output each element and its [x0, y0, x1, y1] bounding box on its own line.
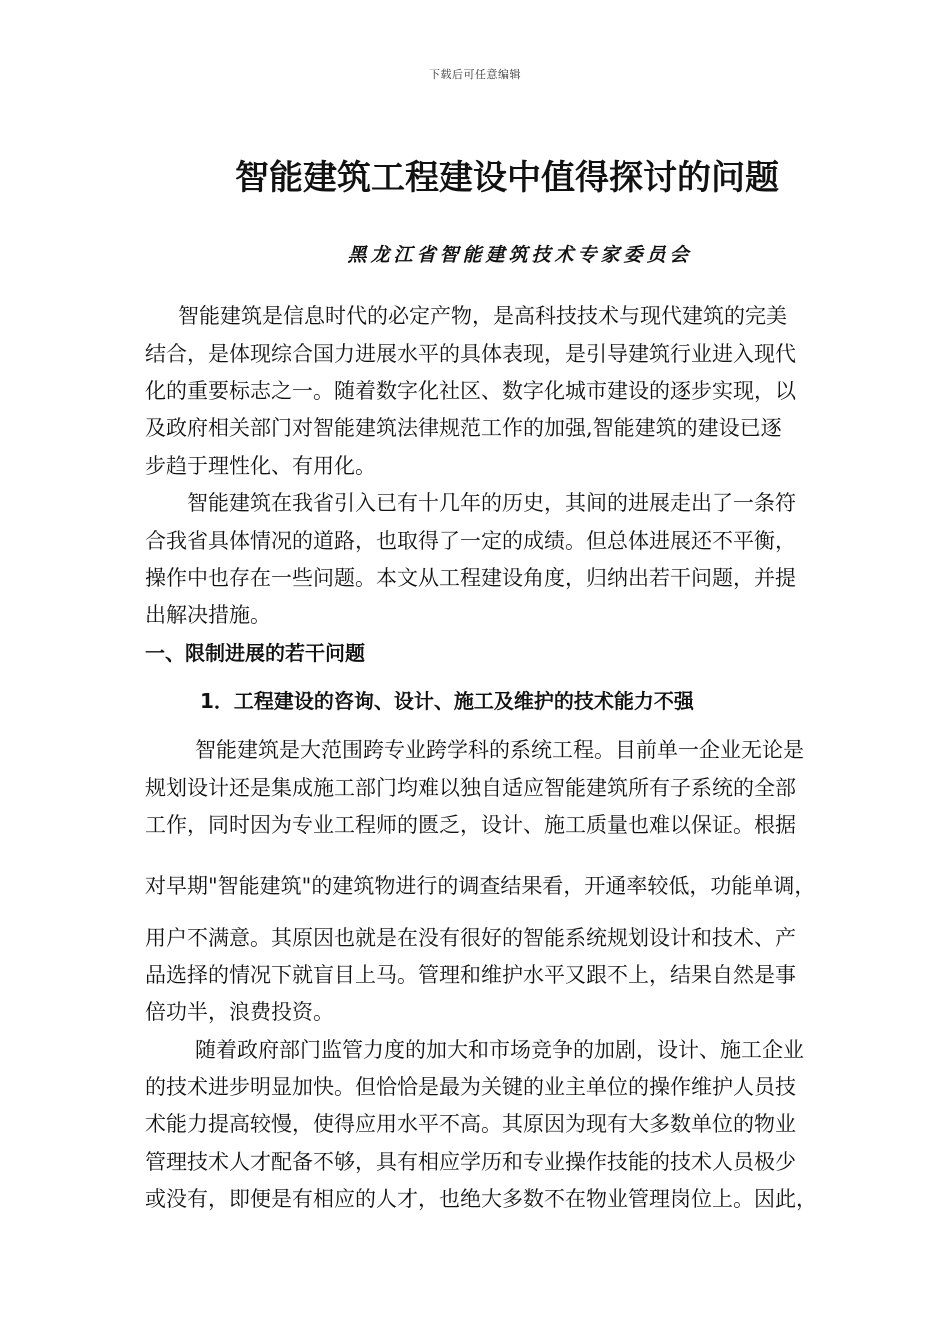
paragraph-3-line-1: 智能建筑是大范围跨专业跨学科的系统工程。目前单一企业无论是	[195, 738, 804, 762]
paragraph-2-line-4: 出解决措施。	[145, 603, 271, 627]
paragraph-1-line-2: 结合，是体现综合国力进展水平的具体表现，是引导建筑行业进入现代	[145, 342, 796, 366]
paragraph-3-line-7: 倍功半，浪费投资。	[145, 1000, 334, 1024]
paragraph-1-line-4: 及政府相关部门对智能建筑法律规范工作的加强,智能建筑的建设已逐	[145, 416, 782, 440]
paragraph-2-line-1: 智能建筑在我省引入已有十几年的历史，其间的进展走出了一条符	[187, 491, 796, 515]
paragraph-1-line-3: 化的重要标志之一。随着数字化社区、数字化城市建设的逐步实现，以	[145, 379, 796, 403]
paragraph-3-line-5: 用户不满意。其原因也就是在没有很好的智能系统规划设计和技术、产	[145, 926, 796, 950]
paragraph-1-line-5: 步趋于理性化、有用化。	[145, 454, 376, 478]
paragraph-4-line-5: 或没有，即便是有相应的人才，也绝大多数不在物业管理岗位上。因此，	[145, 1187, 817, 1211]
paragraph-4-line-2: 的技术进步明显加快。但恰恰是最为关键的业主单位的操作维护人员技	[145, 1075, 796, 1099]
paragraph-3-line-2: 规划设计还是集成施工部门均难以独自适应智能建筑所有子系统的全部	[145, 776, 796, 800]
paragraph-4-line-1: 随着政府部门监管力度的加大和市场竞争的加剧，设计、施工企业	[195, 1038, 804, 1062]
paragraph-3-line-4: 对早期"智能建筑"的建筑物进行的调查结果看，开通率较低，功能单调，	[145, 874, 816, 898]
document-title: 智能建筑工程建设中值得探讨的问题	[235, 158, 779, 198]
paragraph-2-line-3: 操作中也存在一些问题。本文从工程建设角度，归纳出若干问题，并提	[145, 566, 796, 590]
subsection-heading: 1．工程建设的咨询、设计、施工及维护的技术能力不强	[200, 689, 694, 713]
section-heading: 一、限制进展的若干问题	[145, 641, 365, 665]
paragraph-3-line-6: 品选择的情况下就盲目上马。管理和维护水平又跟不上，结果自然是事	[145, 963, 796, 987]
paragraph-3-line-3: 工作，同时因为专业工程师的匮乏，设计、施工质量也难以保证。根据	[145, 813, 796, 837]
paragraph-4-line-4: 管理技术人才配备不够，具有相应学历和专业操作技能的技术人员极少	[145, 1150, 796, 1174]
document-author: 黑龙江省智能建筑技术专家委员会	[347, 244, 693, 266]
paragraph-2-line-2: 合我省具体情况的道路，也取得了一定的成绩。但总体进展还不平衡，	[145, 529, 796, 553]
paragraph-1-line-1: 智能建筑是信息时代的必定产物，是高科技技术与现代建筑的完美	[178, 304, 787, 328]
header-note: 下载后可任意编辑	[429, 68, 521, 81]
paragraph-4-line-3: 术能力提高较慢，使得应用水平不高。其原因为现有大多数单位的物业	[145, 1112, 796, 1136]
